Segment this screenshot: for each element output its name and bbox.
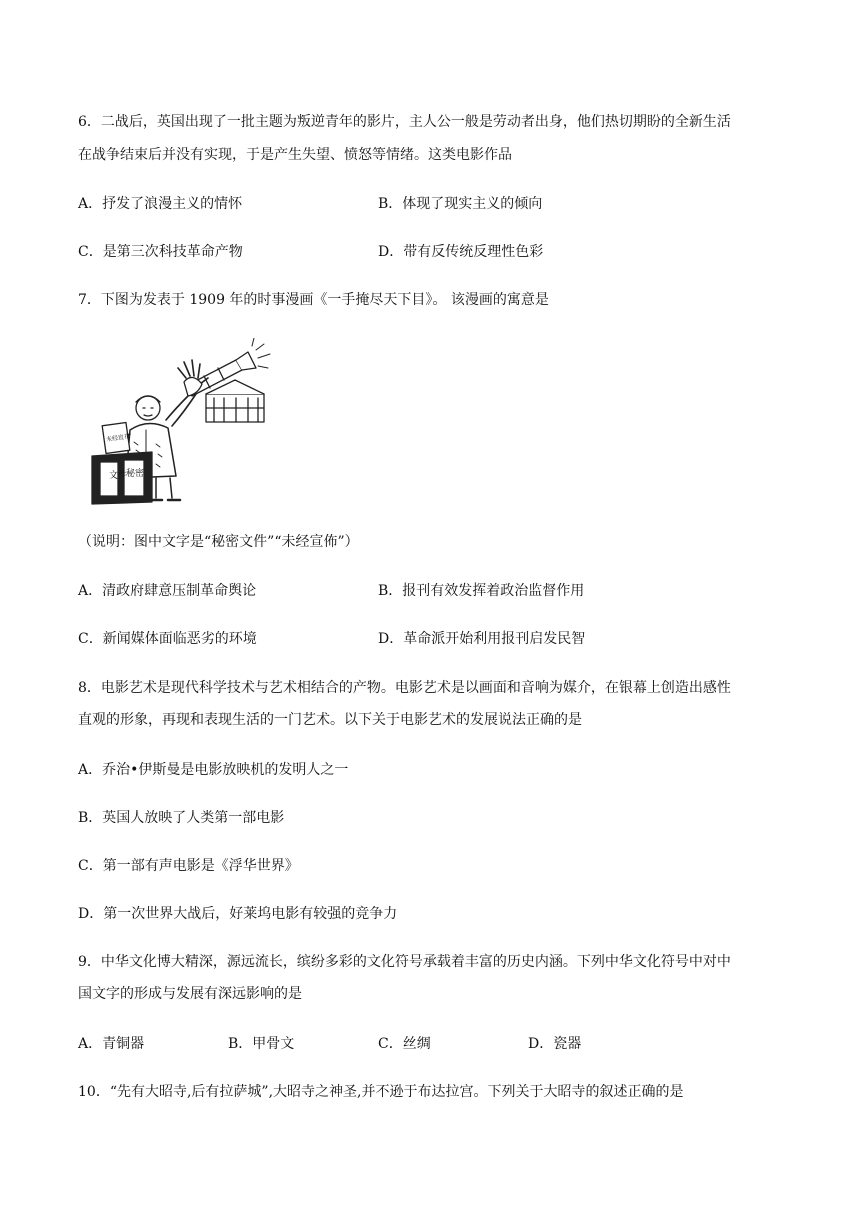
cartoon-paper-text: 未经宣布 bbox=[105, 433, 131, 444]
q8-option-b[interactable]: B．英国人放映了人类第一部电影 bbox=[78, 810, 285, 826]
q6-option-d[interactable]: D．带有反传统反理性色彩 bbox=[378, 244, 544, 260]
q8-option-a[interactable]: A．乔治•伊斯曼是电影放映机的发明人之一 bbox=[78, 762, 349, 778]
q7-option-a[interactable]: A．清政府肆意压制革命舆论 bbox=[78, 583, 257, 599]
q7-stem: 7．下图为发表于 1909 年的时事漫画《一手掩尽天下目》。 该漫画的寓意是 bbox=[78, 292, 549, 308]
q8-stem-line1: 8．电影艺术是现代科学技术与艺术相结合的产物。电影艺术是以画面和音响为媒介，在银幕上创造出感性 bbox=[78, 680, 731, 696]
q6-option-c[interactable]: C．是第三次科技革命产物 bbox=[78, 244, 243, 260]
q9-option-a[interactable]: A．青铜器 bbox=[78, 1036, 145, 1052]
q7-note: （说明：图中文字是“秘密文件”“未经宣佈”） bbox=[78, 534, 359, 550]
q6-stem-line2: 在战争结束后并没有实现，于是产生失望、愤怒等情绪。这类电影作品 bbox=[78, 147, 512, 163]
q6-option-b[interactable]: B．体现了现实主义的倾向 bbox=[378, 196, 543, 212]
q6-stem-line1: 6．二战后，英国出现了一批主题为叛逆青年的影片，主人公一般是劳动者出身，他们热切期盼的全新生活 bbox=[78, 114, 731, 130]
political-cartoon-image bbox=[86, 338, 276, 506]
q7-option-d[interactable]: D．革命派开始利用报刊启发民智 bbox=[378, 631, 586, 647]
q10-stem: 10．“先有大昭寺,后有拉萨城”,大昭寺之神圣,并不逊于布达拉宫。下列关于大昭寺的叙述正确的是 bbox=[78, 1084, 684, 1100]
q9-option-c[interactable]: C．丝绸 bbox=[378, 1036, 431, 1052]
q9-stem-line1: 9．中华文化博大精深，源远流长，缤纷多彩的文化符号承载着丰富的历史内涵。下列中华文化符号中对中 bbox=[78, 954, 731, 970]
cartoon-box-text-left: 文件 bbox=[109, 471, 128, 481]
cartoon-box-text-right: 秘密 bbox=[126, 469, 145, 479]
q8-option-c[interactable]: C．第一部有声电影是《浮华世界》 bbox=[78, 858, 299, 874]
q7-option-c[interactable]: C．新闻媒体面临恶劣的环境 bbox=[78, 631, 257, 647]
q8-stem-line2: 直观的形象，再现和表现生活的一门艺术。以下关于电影艺术的发展说法正确的是 bbox=[78, 712, 582, 728]
q7-option-b[interactable]: B．报刊有效发挥着政治监督作用 bbox=[378, 583, 585, 599]
q9-option-b[interactable]: B．甲骨文 bbox=[228, 1036, 295, 1052]
q9-stem-line2: 国文字的形成与发展有深远影响的是 bbox=[78, 986, 302, 1002]
q8-option-d[interactable]: D．第一次世界大战后，好莱坞电影有较强的竞争力 bbox=[78, 906, 398, 922]
q6-option-a[interactable]: A．抒发了浪漫主义的情怀 bbox=[78, 196, 243, 212]
q9-option-d[interactable]: D．瓷器 bbox=[528, 1036, 582, 1052]
